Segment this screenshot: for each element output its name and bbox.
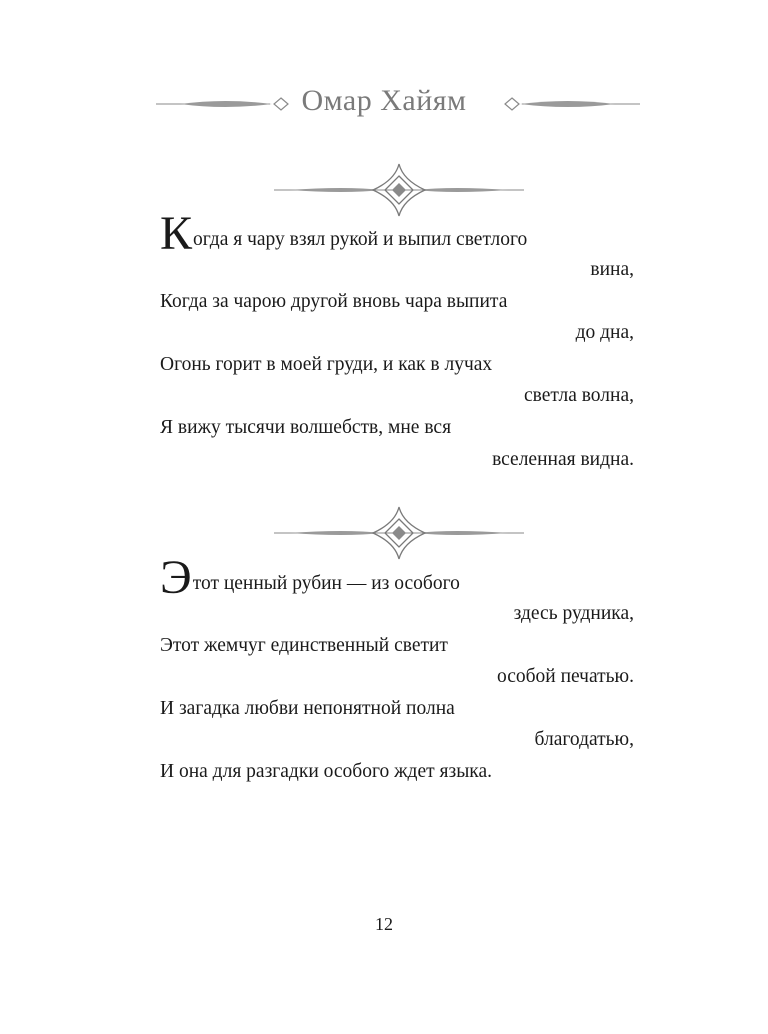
verse-line: И загадка любви непонятной полна xyxy=(160,697,455,719)
verse-line: светла волна, xyxy=(524,385,634,407)
verse-line: Когда за чарою другой вновь чара выпита xyxy=(160,290,508,312)
drop-cap: Э xyxy=(160,551,192,604)
verse-line: до дна, xyxy=(575,322,634,344)
stanza-first-line xyxy=(160,207,634,260)
stanza-2 xyxy=(160,551,634,788)
verse-line: здесь рудника, xyxy=(513,603,634,624)
verse-line: Я вижу тысячи волшебств, мне вся xyxy=(160,416,452,438)
first-line-text: тот ценный рубин — из особого xyxy=(192,573,460,594)
first-line-text: огда я чару взял рукой и выпил светлого xyxy=(193,229,528,250)
verse-line: И она для разгадки особого ждет языка. xyxy=(160,760,493,782)
drop-cap: К xyxy=(160,207,193,260)
verse-line: Огонь горит в моей груди, и как в лучах xyxy=(160,353,493,375)
verse-line: вина, xyxy=(590,259,634,280)
verse-line: вселенная видна. xyxy=(492,448,634,470)
ornament-divider xyxy=(270,160,528,220)
verse-line: Этот жемчуг единственный светит xyxy=(160,634,448,656)
running-header xyxy=(0,78,768,130)
verse-line: благодатью, xyxy=(534,729,634,751)
ornament-divider xyxy=(270,503,528,563)
stanza-1 xyxy=(160,207,634,475)
verse-line: особой печатью. xyxy=(496,666,634,688)
page-number: 12 xyxy=(375,914,393,934)
running-title: Омар Хайям xyxy=(301,84,467,117)
stanza-first-line xyxy=(160,551,634,604)
